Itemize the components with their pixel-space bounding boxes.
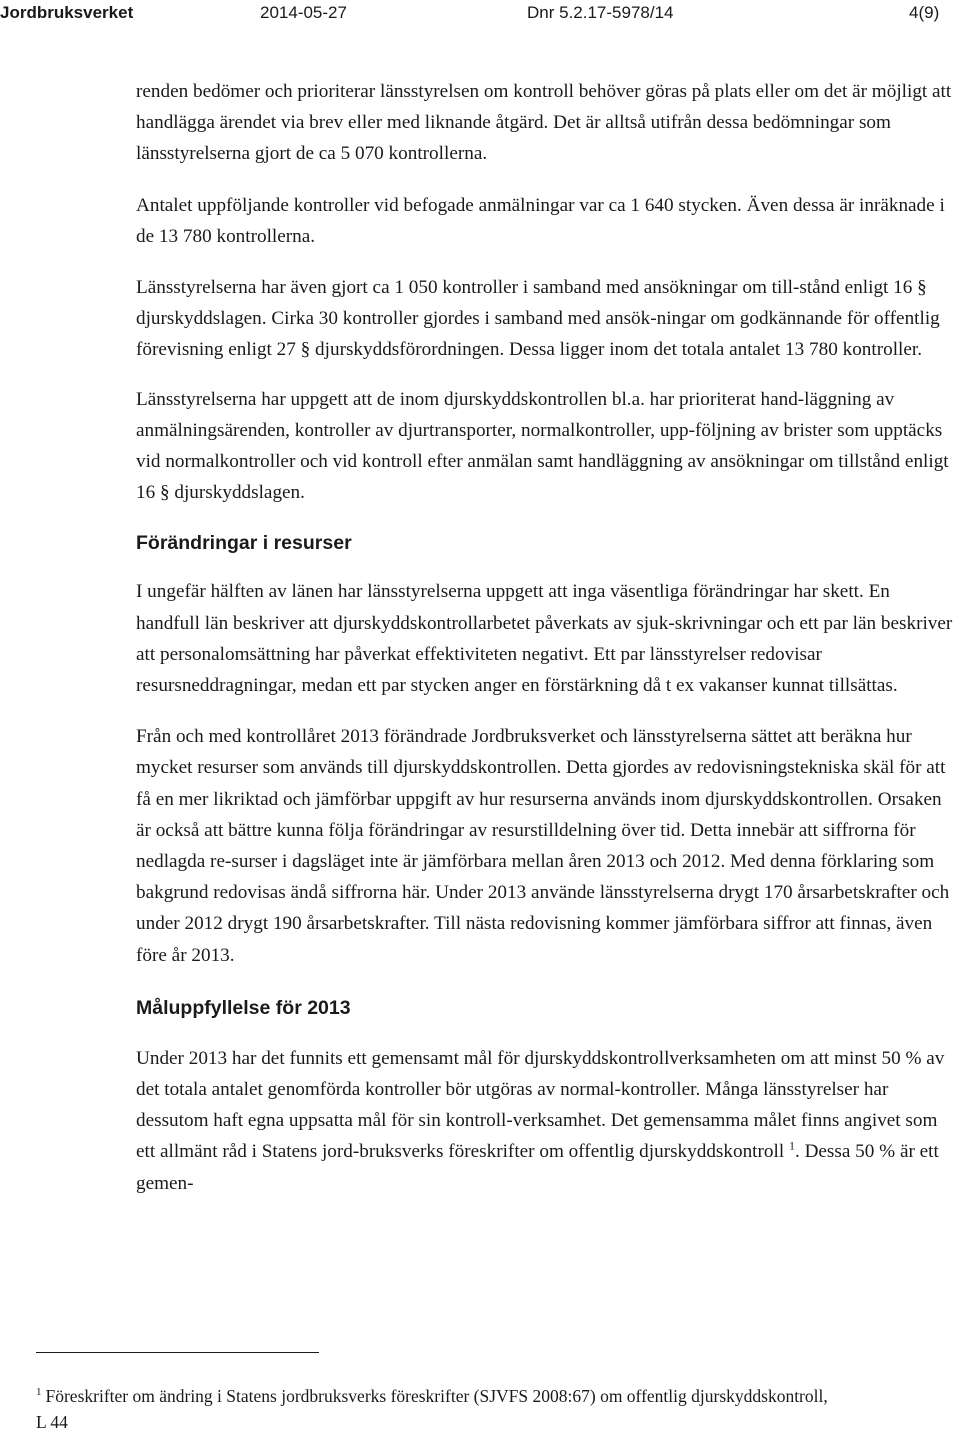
paragraph-tail: . Dessa 50 % är ett gemen- [136,1141,939,1194]
footnote [36,1383,936,1435]
page-header [0,0,960,26]
page-number: 4(9) [909,3,940,22]
paragraph: I ungefär hälften av länen har länsstyrelserna uppgett att inga väsentliga förändringar har skett. En handfull län beskriver att djurskyddskontrollarbetet påverkats av sjuk-skrivningar och ett par län beskriver att personalomsättning har påverkat effektiviteten negativt. Ett par länsstyrelser redovisar resursneddragningar, medan ett par stycken anger en förstärkning då t ex vakanser kunnat tillsättas. [136,581,953,697]
document-number: Dnr 5.2.17-5978/14 [527,3,674,22]
footnote-text: Föreskrifter om ändring i Statens jordbruksverks föreskrifter (SJVFS 2008:67) om offentlig djurskyddskontroll, [45,1386,828,1406]
paragraph: Från och med kontrollåret 2013 förändrade Jordbruksverket och länsstyrelserna sättet att beräkna hur mycket resurser som används till djurskyddskontrollen. Detta gjordes av redovisningstekniska skäl för att få en mer likriktad och jämförbar uppgift av hur resurserna används inom djurskyddskontrollen. Orsaken är också att bättre kunna följa förändringar av resurstilldelning över tid. Detta innebär att siffrorna för nedlagda re-surser i dagsläget inte är jämförbara mellan åren 2013 och 2012. Med denna förklaring som bakgrund redovisas ändå siffrorna här. Under 2013 använde länsstyrelserna drygt 170 årsarbetskrafter och under 2012 drygt 190 årsarbetskrafter. Till nästa redovisning kommer jämförbara siffror att finnas, även före år 2013. [136,726,950,966]
document-date: 2014-05-27 [260,3,347,22]
footnote-line [36,1383,936,1409]
section-heading-maluppfyllelse: Måluppfyllelse för 2013 [136,996,351,1019]
footnote-divider [36,1352,319,1353]
paragraph: Länsstyrelserna har uppgett att de inom djurskyddskontrollen bl.a. har prioriterat hand-läggning av anmälningsärenden, kontroller av djurtransporter, normalkontroller, upp-följning av brister som upptäcks vid normalkontroller och vid kontroll efter anmälan samt handläggning av ansökningar om tillstånd enligt 16 § djurskyddslagen. [136,388,949,504]
paragraph-text: Under 2013 har det funnits ett gemensamt mål för djurskyddskontrollverksamheten om att minst 50 % av det totala antalet genomförda kontroller bör utgöras av normal-kontroller. Många länsstyrelser har dessutom haft egna uppsatta mål för sin kontroll-verksamhet. Det gemensamma målet finns angivet som ett allmänt råd i Statens jord-bruksverks föreskrifter om offentlig djurskyddskontroll [136,1047,945,1163]
footnote-mark: 1 [36,1386,42,1399]
organization-name: Jordbruksverket [0,3,134,22]
paragraph: Länsstyrelserna har även gjort ca 1 050 kontroller i samband med ansökningar om till-stånd enligt 16 § djurskyddslagen. Cirka 30 kontroller gjordes i samband med ansök-ningar om godkännande för offentlig förevisning enligt 27 § djurskyddsförordningen. Dessa ligger inom det totala antalet 13 780 kontroller. [136,277,940,361]
document-body [136,76,956,1219]
paragraph: renden bedömer och prioriterar länsstyrelsen om kontroll behöver göras på plats eller om det är möjligt att handlägga ärendet via brev eller med liknande åtgärd. Det är alltså utifrån dessa bedömningar som länsstyrelserna gjort de ca 5 070 kontrollerna. [136,81,952,165]
paragraph: Antalet uppföljande kontroller vid befogade anmälningar var ca 1 640 stycken. Även dessa är inräknade i de 13 780 kontrollerna. [136,194,945,247]
section-heading-resurser: Förändringar i resurser [136,532,352,555]
footnote-line-2: L 44 [36,1412,68,1432]
footnote-reference[interactable]: 1 [788,1139,795,1154]
paragraph [136,1043,956,1199]
